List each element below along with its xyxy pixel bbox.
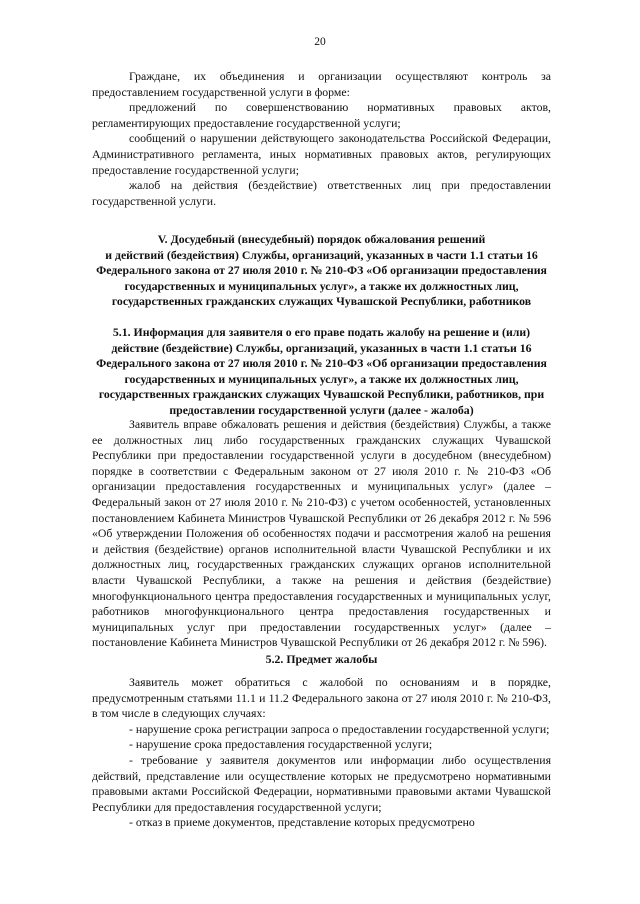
list-item: - нарушение срока регистрации запроса о предоставлении государственной услуги; xyxy=(129,721,550,736)
section-5-2-body xyxy=(92,675,551,831)
control-intro: Граждане, их объединения и организации осуществляют контроль за предоставлением государственной услуги в форме: xyxy=(92,69,551,99)
list-item: - отказ в приеме документов, представление которых предусмотрено xyxy=(129,815,475,830)
heading-line: V. Досудебный (внесудебный) порядок обжалования решений xyxy=(157,232,486,246)
control-item: предложений по совершенствованию нормативных правовых актов, регламентирующих предоставление государственной услуги; xyxy=(92,100,551,130)
section-5-2-heading: 5.2. Предмет жалобы xyxy=(265,652,378,666)
control-section xyxy=(92,69,551,209)
heading-line: предоставлении государственной услуги (далее - жалоба) xyxy=(169,402,474,417)
heading-line: Федерального закона от 27 июля 2010 г. № 210-ФЗ «Об организации предоставления xyxy=(96,356,547,371)
section-5-2-intro: Заявитель может обратиться с жалобой по основаниям и в порядке, предусмотренным статьями 11.1 и 11.2 Федерального закона от 27 июля 2010 г. № 210-ФЗ, в том числе в следующих случаях: xyxy=(92,675,551,721)
control-item: жалоб на действия (бездействие) ответственных лиц при предоставлении государственной услуги. xyxy=(92,178,551,208)
section-5-1-paragraph: Заявитель вправе обжаловать решения и действия (бездействия) Службы, а также ее должностных лиц либо государственных гражданских служащих Чувашской Республики при предоставлении государственной услуги в досудебном (внесудебном) порядке в соответствии с Федеральным законом от 27 июля 2010 г. № 210-ФЗ «Об организации предоставления государственных и муниципальных услуг» (далее – Федеральный закон от 27 июля 2010 г. № 210-ФЗ) с учетом особенностей, установленных постановлением Кабинета Министров Чувашской Республики от 26 декабря 2012 г. № 596 «Об утверждении Положения об особенностях подачи и рассмотрения жалоб на решения и действия (бездействие) органов исполнительной власти Чувашской Республики и их должностных лиц, государственных гражданских служащих органов исполнительной власти Чувашской Республики, а также на решения и действия (бездействие) многофункционального центра предоставления государственных и муниципальных услуг, работников многофункционального центра предоставления государственных и муниципальных услуг при предоставлении государственных услуг» (далее – постановление Кабинета Министров Чувашской Республики от 26 декабря 2012 г. № 596). xyxy=(92,417,551,650)
heading-line: государственных и муниципальных услуг», а также их должностных лиц, xyxy=(124,278,519,293)
heading-line: 5.1. Информация для заявителя о его праве подать жалобу на решение и (или) xyxy=(112,325,531,339)
section-5-1-body xyxy=(92,417,551,651)
heading-line: государственных гражданских служащих Чувашской Республики, работников, при xyxy=(98,387,545,402)
heading-line: и действий (бездействия) Службы, организаций, указанных в части 1.1 статьи 16 xyxy=(105,247,538,262)
list-item: - требование у заявителя документов или информации либо осуществления действий, представление или осуществление которых не предусмотрено нормативными правовыми актами Российской Федерации, нормативными правовыми актами Чувашской Республики для предоставления государственной услуги; xyxy=(92,752,551,814)
heading-line: государственных гражданских служащих Чувашской Республики, работников xyxy=(111,294,532,309)
list-item: - нарушение срока предоставления государственной услуги; xyxy=(129,737,433,752)
section-5-1-heading xyxy=(92,325,551,419)
section-v-heading xyxy=(92,232,551,310)
heading-line: государственных и муниципальных услуг», а также их должностных лиц, xyxy=(124,371,519,386)
control-item: сообщений о нарушении действующего законодательства Российской Федерации, Административного регламента, иных нормативных правовых актов, регулирующих предоставление государственной услуги; xyxy=(92,131,551,177)
heading-line: действие (бездействие) Службы, организаций, указанных в части 1.1 статьи 16 xyxy=(111,340,532,355)
heading-line: Федерального закона от 27 июля 2010 г. № 210-ФЗ «Об организации предоставления xyxy=(96,263,547,278)
page-number: 20 xyxy=(314,36,326,48)
